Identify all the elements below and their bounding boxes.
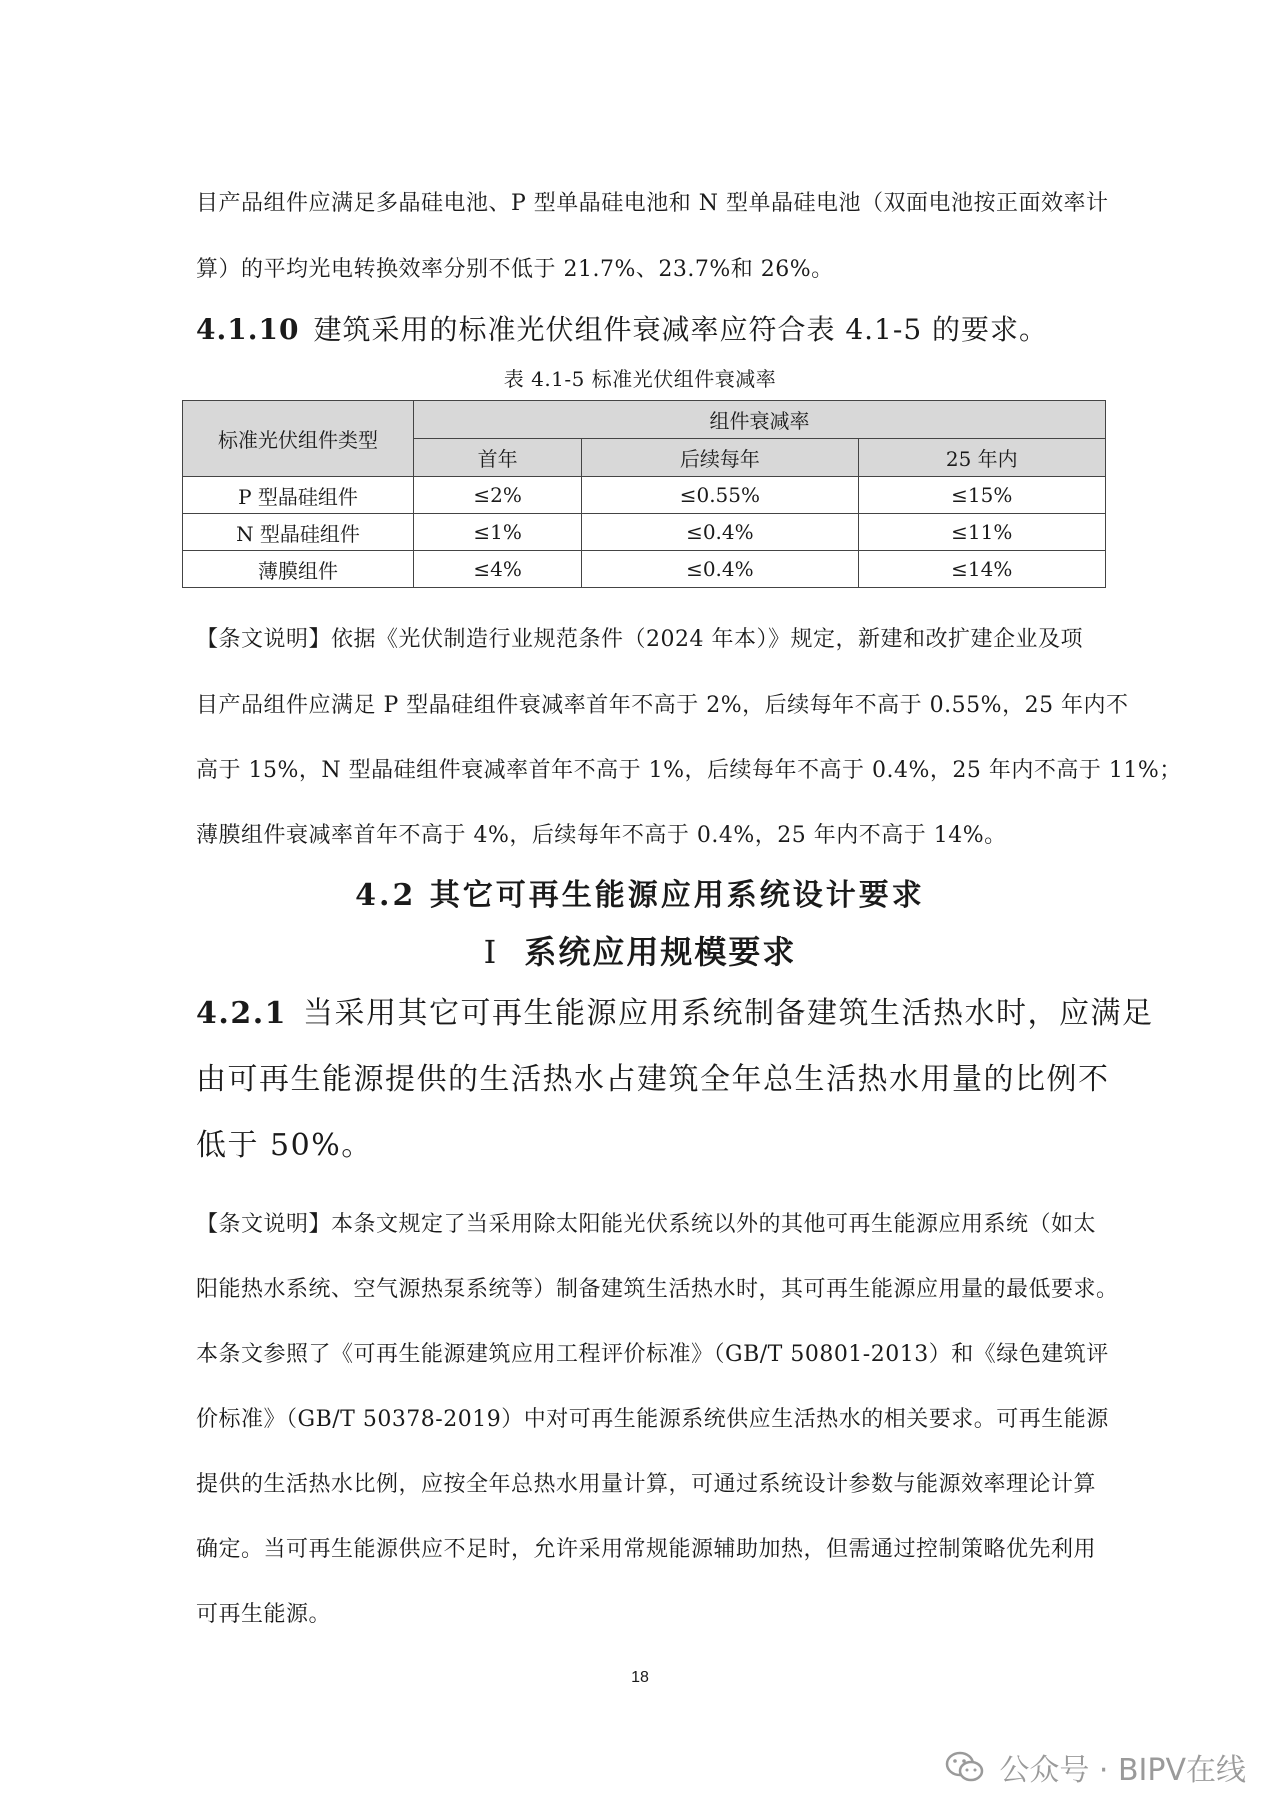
subheader-first-year: 首年 [414,439,582,477]
subsection-roman: Ⅰ [483,933,499,971]
page-number: 18 [631,1669,649,1686]
subheader-25-years: 25 年内 [858,439,1105,477]
intro-line-2: 算）的平均光电转换效率分别不低于 21.7%、23.7%和 26%。 [196,257,834,282]
cell-within25: ≤14% [858,551,1105,588]
wechat-icon [945,1750,985,1784]
explanation1-line-1: 【条文说明】依据《光伏制造行业规范条件（2024 年本）》规定，新建和改扩建企业及项 [196,627,1083,652]
explanation1-line-2: 目产品组件应满足 P 型晶硅组件衰减率首年不高于 2%，后续每年不高于 0.55%，25 年内不 [196,693,1129,718]
table-caption: 表 4.1-5 标准光伏组件衰减率 [503,367,777,391]
cell-within25: ≤11% [858,514,1105,551]
cell-type: N 型晶硅组件 [183,514,414,551]
cell-first: ≤2% [414,477,582,514]
clause-text: 当采用其它可再生能源应用系统制备建筑生活热水时，应满足 [303,996,1154,1031]
explanation2-line-5: 提供的生活热水比例，应按全年总热水用量计算，可通过系统设计参数与能源效率理论计算 [196,1472,1097,1497]
cell-within25: ≤15% [858,477,1105,514]
clause-4-2-1-line-3: 低于 50%。 [196,1128,373,1163]
explanation2-line-1: 【条文说明】本条文规定了当采用除太阳能光伏系统以外的其他可再生能源应用系统（如太 [196,1212,1097,1237]
table-row [183,477,1106,514]
clause-4-2-1-line-1 [196,988,1154,1032]
cell-type: P 型晶硅组件 [183,477,414,514]
table-row [183,514,1106,551]
subsection-text: 系统应用规模要求 [524,933,797,971]
cell-each: ≤0.4% [582,514,858,551]
intro-line-1: 目产品组件应满足多晶硅电池、P 型单晶硅电池和 N 型单晶硅电池（双面电池按正面效率计 [196,191,1109,216]
explanation1-line-4: 薄膜组件衰减率首年不高于 4%，后续每年不高于 0.4%，25 年内不高于 14%。 [196,823,1007,848]
explanation1-line-3: 高于 15%，N 型晶硅组件衰减率首年不高于 1%，后续每年不高于 0.4%，25 年内不高于 11%； [196,758,1182,783]
cell-each: ≤0.4% [582,551,858,588]
subsection-title [0,927,1280,973]
cell-first: ≤4% [414,551,582,588]
clause-number: 4.1.10 [196,313,300,346]
explanation2-line-2: 阳能热水系统、空气源热泵系统等）制备建筑生活热水时，其可再生能源应用量的最低要求。 [196,1277,1119,1302]
clause-number: 4.2.1 [196,996,288,1031]
table-row [183,551,1106,588]
explanation2-line-7: 可再生能源。 [196,1602,332,1627]
watermark-text: 公众号 · BIPV在线 [999,1753,1246,1788]
section-title-4-2: 4.2 其它可再生能源应用系统设计要求 [355,878,925,913]
watermark [945,1745,1246,1789]
attenuation-table [182,400,1106,588]
explanation2-line-4: 价标准》（GB/T 50378-2019）中对可再生能源系统供应生活热水的相关要求。可再生能源 [196,1407,1109,1432]
clause-4-1-10 [196,308,1048,348]
cell-each: ≤0.55% [582,477,858,514]
subheader-each-year: 后续每年 [582,439,858,477]
clause-text: 建筑采用的标准光伏组件衰减率应符合表 4.1-5 的要求。 [313,313,1049,346]
header-group: 组件衰减率 [414,401,1106,439]
header-type: 标准光伏组件类型 [183,401,414,477]
explanation2-line-3: 本条文参照了《可再生能源建筑应用工程评价标准》（GB/T 50801-2013）和《绿色建筑评 [196,1342,1109,1367]
cell-type: 薄膜组件 [183,551,414,588]
cell-first: ≤1% [414,514,582,551]
explanation2-line-6: 确定。当可再生能源供应不足时，允许采用常规能源辅助加热，但需通过控制策略优先利用 [196,1537,1097,1562]
clause-4-2-1-line-2: 由可再生能源提供的生活热水占建筑全年总生活热水用量的比例不 [196,1062,1110,1097]
